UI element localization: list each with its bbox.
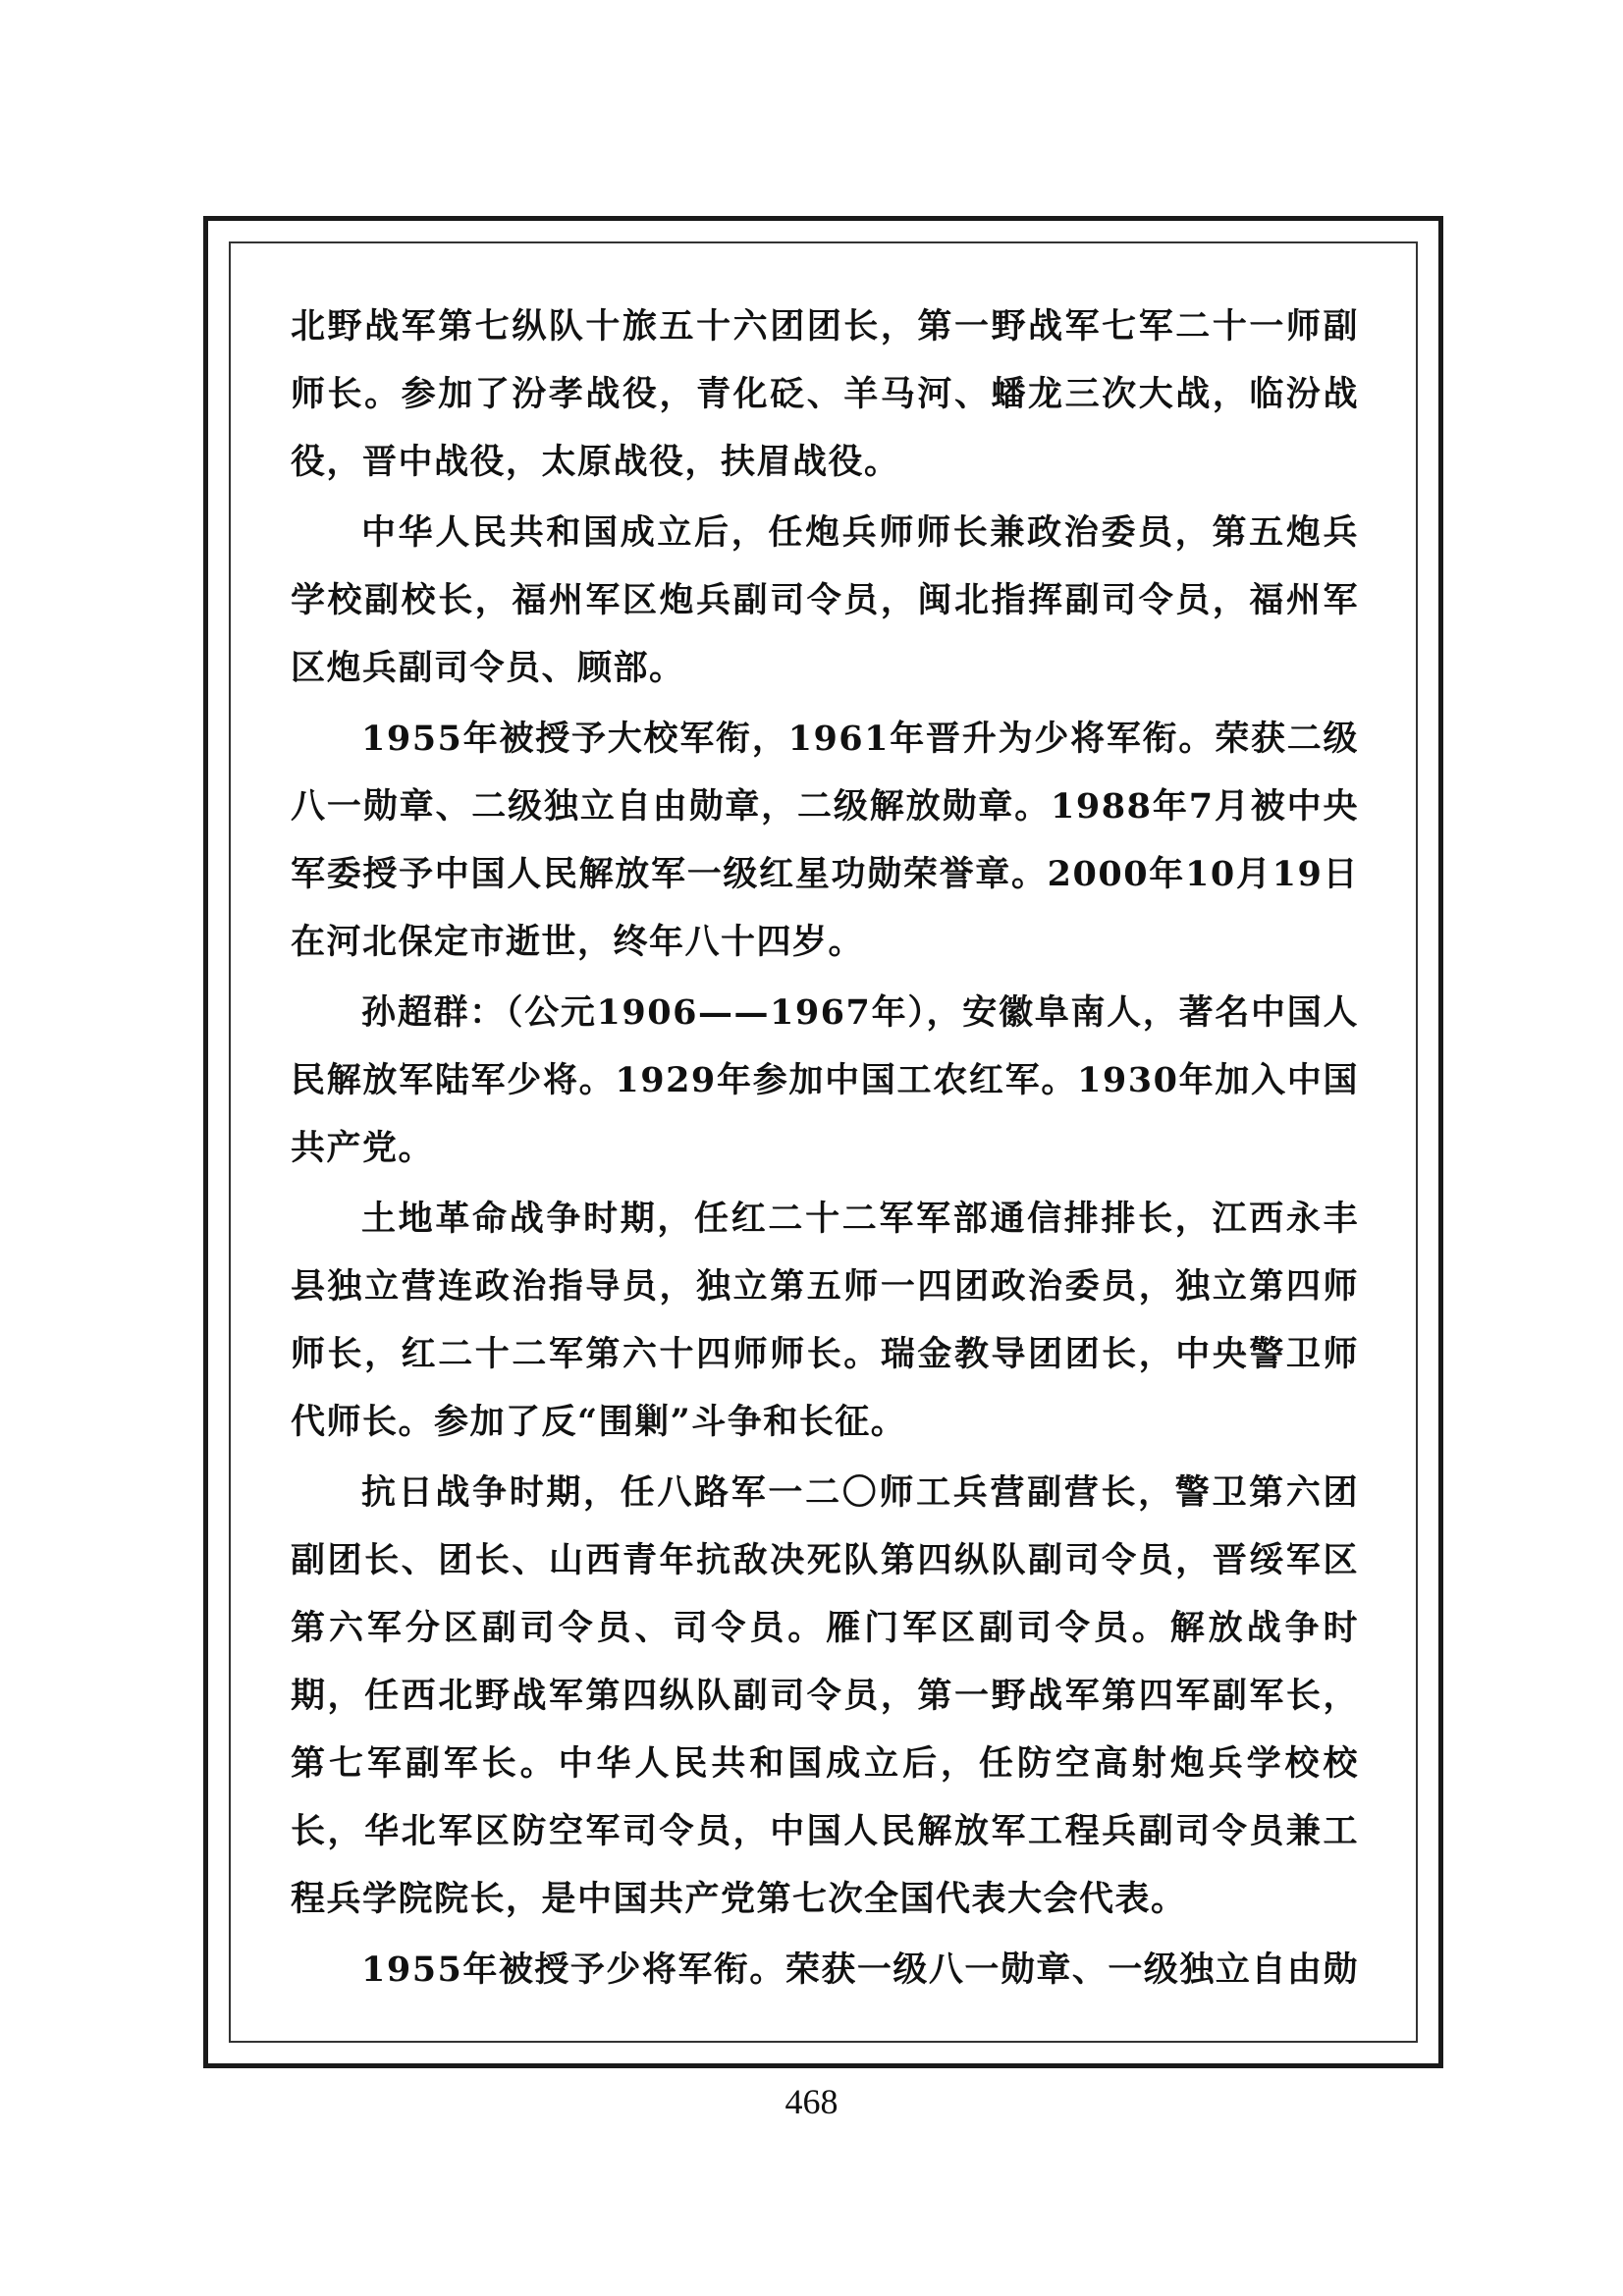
paragraph-1: 北野战军第七纵队十旅五十六团团长，第一野战军七军二十一师副师长。参加了汾孝战役，青化砭、羊马河、蟠龙三次大战，临汾战役，晋中战役，太原战役，扶眉战役。 [291,306,1359,482]
paragraph-2: 中华人民共和国成立后，任炮兵师师长兼政治委员，第五炮兵学校副校长，福州军区炮兵副司令员，闽北指挥副司令员，福州军区炮兵副司令员、顾部。 [291,512,1359,688]
paragraph-3: 1955年被授予大校军衔，1961年晋升为少将军衔。荣获二级八一勋章、二级独立自由勋章，二级解放勋章。1988年7月被中央军委授予中国人民解放军一级红星功勋荣誉章。2000年10月19日在河北保定市逝世，终年八十四岁。 [291,719,1359,962]
paragraph-4: 孙超群：（公元1906——1967年），安徽阜南人，著名中国人民解放军陆军少将。1929年参加中国工农红军。1930年加入中国共产党。 [291,992,1359,1168]
paragraph-5: 土地革命战争时期，任红二十二军军部通信排排长，江西永丰县独立营连政治指导员，独立第五师一四团政治委员，独立第四师师长，红二十二军第六十四师师长。瑞金教导团团长，中央警卫师代师长。参加了反“围剿”斗争和长征。 [291,1199,1359,1442]
body-text [291,293,1359,2003]
paragraph-7: 1955年被授予少将军衔。荣获一级八一勋章、一级独立自由勋 [361,1949,1359,1990]
page-number: 468 [784,2082,839,2121]
paragraph-6: 抗日战争时期，任八路军一二〇师工兵营副营长，警卫第六团副团长、团长、山西青年抗敌决死队第四纵队副司令员，晋绥军区第六军分区副司令员、司令员。雁门军区副司令员。解放战争时期，任西北野战军第四纵队副司令员，第一野战军第四军副军长，第七军副军长。中华人民共和国成立后，任防空高射炮兵学校校长，华北军区防空军司令员，中国人民解放军工程兵副司令员兼工程兵学院院长，是中国共产党第七次全国代表大会代表。 [291,1472,1359,1919]
